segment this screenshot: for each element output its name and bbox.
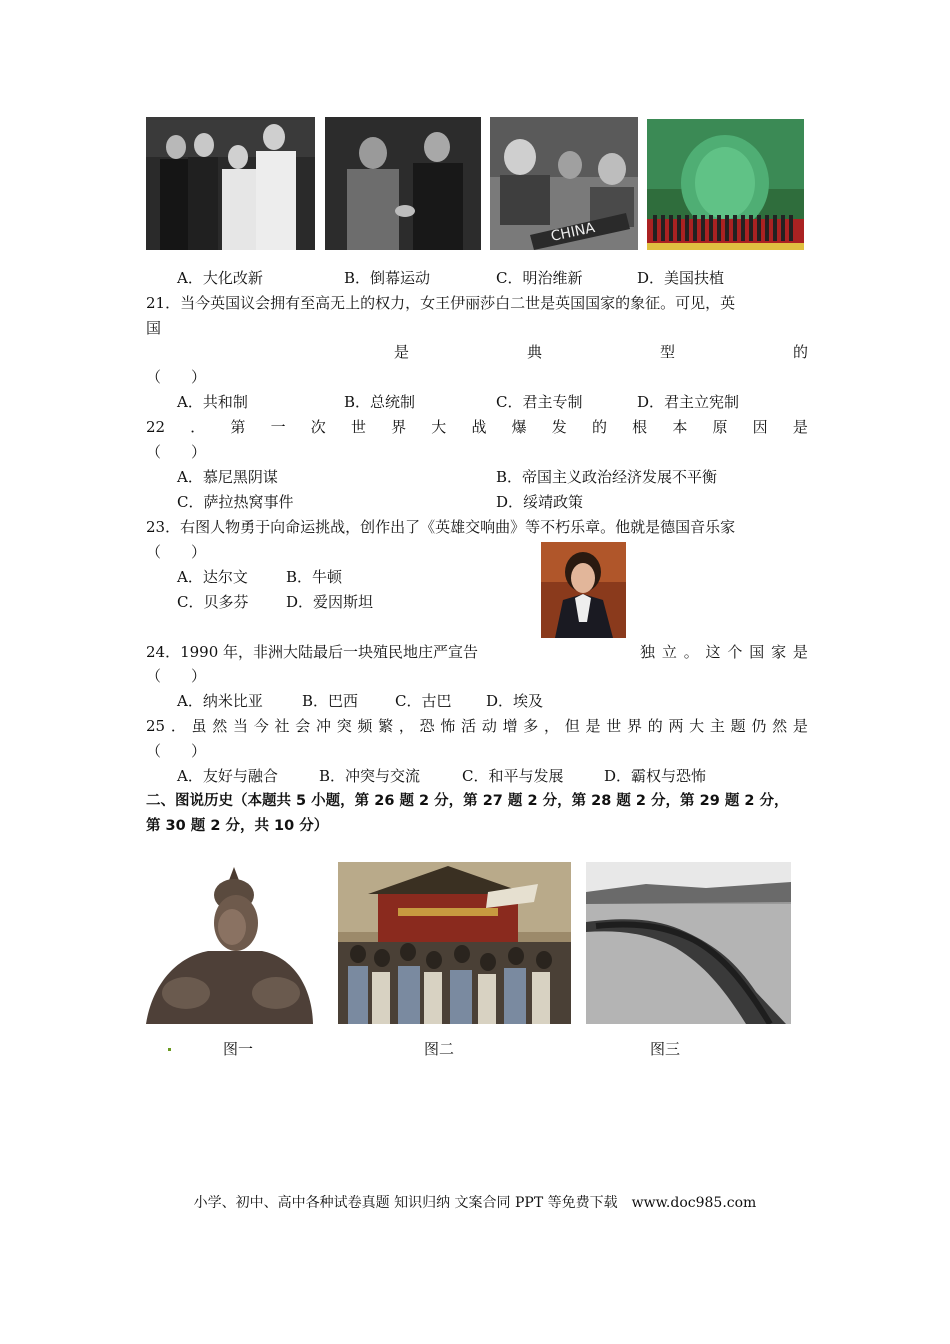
q22-option-b: B．帝国主义政治经济发展不平衡 [496, 468, 718, 486]
q25-char: 突 [336, 717, 352, 735]
q21-option-a: A．共和制 [177, 393, 248, 411]
q22-stem [146, 416, 808, 438]
q25-char: 会 [295, 717, 311, 735]
q22-char: 原 [712, 418, 728, 436]
q22-option-c: C．萨拉热窝事件 [177, 493, 294, 511]
q21-stem: 21．当今英国议会拥有至高无上的权力，女王伊丽莎白二世是英国国家的象征。可见，英 [146, 294, 736, 312]
q25-char: 冲 [315, 717, 331, 735]
q25-option-c: C．和平与发展 [462, 767, 564, 785]
q25-char: 当 [233, 717, 249, 735]
q24-char: 立 [661, 643, 677, 661]
q21-word: 典 [526, 343, 542, 361]
q23-option-c: C．贝多芬 [177, 593, 249, 611]
q23-stem: 23．右图人物勇于向命运挑战，创作出了《英雄交响曲》等不朽乐章。他就是德国音乐家 [146, 518, 736, 536]
q22-char: 一 [270, 418, 286, 436]
q22-char: 发 [551, 418, 567, 436]
q22-char: 界 [391, 418, 407, 436]
q25-char: 题 [730, 717, 746, 735]
q25-char: 然 [212, 717, 228, 735]
caption-dot [168, 1048, 171, 1051]
q22-char: ． [190, 418, 206, 436]
figure-2-may-fourth-painting [338, 862, 571, 1024]
photo-apec [647, 119, 804, 250]
q25-char: 恐 [419, 717, 435, 735]
q25-char: 主 [709, 717, 725, 735]
caption-figure-1: 图一 [223, 1040, 254, 1058]
q22-char: 世 [350, 418, 366, 436]
q24-char: 独 [640, 643, 656, 661]
q22-char: 大 [431, 418, 447, 436]
q22-char: 是 [792, 418, 808, 436]
q24-answer-paren: （ ） [146, 667, 207, 685]
q25-char: 世 [606, 717, 622, 735]
q25-char: 然 [772, 717, 788, 735]
q24-char: 个 [727, 643, 743, 661]
q21-option-d: D．君主立宪制 [637, 393, 740, 411]
photo-diplomats [146, 117, 315, 250]
q25-char: 大 [689, 717, 705, 735]
q22-char: 的 [591, 418, 607, 436]
q21-stem-wrap: 国 [146, 319, 162, 337]
q24-option-d: D．埃及 [486, 692, 544, 710]
q25-stem [146, 715, 808, 737]
q24-stem: 24．1990 年，非洲大陆最后一块殖民地庄严宣告 [146, 643, 479, 661]
q25-char: ， [398, 717, 414, 735]
q22-char: 因 [752, 418, 768, 436]
q23-option-b: B．牛顿 [286, 568, 343, 586]
q24-char: 是 [792, 643, 808, 661]
section2-heading-cont: 第 30 题 2 分，共 10 分） [146, 818, 329, 834]
q24-stem-right [640, 641, 808, 663]
q20-option-c: C．明治维新 [496, 269, 583, 287]
page-footer: 小学、初中、高中各种试卷真题 知识归纳 文案合同 PPT 等免费下载 www.doc985.com [193, 1195, 757, 1211]
q24-char: 这 [705, 643, 721, 661]
q22-option-d: D．绥靖政策 [496, 493, 584, 511]
q25-char: 今 [253, 717, 269, 735]
photo-handshake [325, 117, 481, 250]
q25-char: ． [170, 717, 186, 735]
q22-char: 本 [672, 418, 688, 436]
q25-char: 但 [564, 717, 580, 735]
q21-option-c: C．君主专制 [496, 393, 583, 411]
q25-option-d: D．霸权与恐怖 [604, 767, 707, 785]
section2-heading: 二、图说历史（本题共 5 小题，第 26 题 2 分，第 27 题 2 分，第 28 题 2 分，第 29 题 2 分， [146, 793, 789, 809]
q25-char: 虽 [191, 717, 207, 735]
q23-option-a: A．达尔文 [177, 568, 248, 586]
q25-option-a: A．友好与融合 [177, 767, 278, 785]
q25-answer-paren: （ ） [146, 742, 207, 760]
q24-char: 。 [683, 643, 699, 661]
q25-char: 怖 [440, 717, 456, 735]
q25-char: 多 [523, 717, 539, 735]
q22-option-a: A．慕尼黑阴谋 [177, 468, 278, 486]
q25-char: 是 [585, 717, 601, 735]
q21-option-b: B．总统制 [344, 393, 416, 411]
photo-beethoven-portrait [541, 542, 626, 638]
q22-char: 第 [230, 418, 246, 436]
q24-option-b: B．巴西 [302, 692, 359, 710]
caption-figure-2: 图二 [424, 1040, 455, 1058]
q21-word: 型 [659, 343, 675, 361]
q25-char: 繁 [378, 717, 394, 735]
q21-stem-justified [394, 341, 808, 363]
q25-char: 增 [502, 717, 518, 735]
q20-option-a: A．大化改新 [177, 269, 263, 287]
caption-figure-3: 图三 [650, 1040, 681, 1058]
q25-char: ， [544, 717, 560, 735]
q22-char: 战 [471, 418, 487, 436]
q25-char: 是 [792, 717, 808, 735]
q24-char: 家 [771, 643, 787, 661]
q22-answer-paren: （ ） [146, 443, 207, 461]
q20-option-d: D．美国扶植 [637, 269, 725, 287]
q25-char: 25 [146, 717, 166, 735]
q25-char: 社 [274, 717, 290, 735]
q24-char: 国 [749, 643, 765, 661]
q25-char: 仍 [751, 717, 767, 735]
q22-char: 根 [632, 418, 648, 436]
q23-option-d: D．爱因斯坦 [286, 593, 374, 611]
q25-char: 频 [357, 717, 373, 735]
q24-option-c: C．古巴 [395, 692, 452, 710]
q25-char: 的 [647, 717, 663, 735]
q20-option-b: B．倒幕运动 [344, 269, 431, 287]
q25-char: 动 [481, 717, 497, 735]
q23-answer-paren: （ ） [146, 543, 207, 561]
photo-china-un [490, 117, 638, 250]
q25-char: 两 [668, 717, 684, 735]
q22-char: 爆 [511, 418, 527, 436]
q22-char: 22 [146, 418, 166, 436]
q25-option-b: B．冲突与交流 [319, 767, 421, 785]
q25-char: 活 [461, 717, 477, 735]
q21-answer-paren: （ ） [146, 368, 207, 386]
q22-char: 次 [310, 418, 326, 436]
figure-3-river-crossing-photo [586, 862, 791, 1024]
q21-word: 是 [394, 343, 410, 361]
q21-word: 的 [792, 343, 808, 361]
figure-1-warrior-statue [146, 865, 313, 1024]
q24-option-a: A．纳米比亚 [177, 692, 263, 710]
svg-text:CHINA: CHINA [549, 220, 597, 245]
q25-char: 界 [626, 717, 642, 735]
